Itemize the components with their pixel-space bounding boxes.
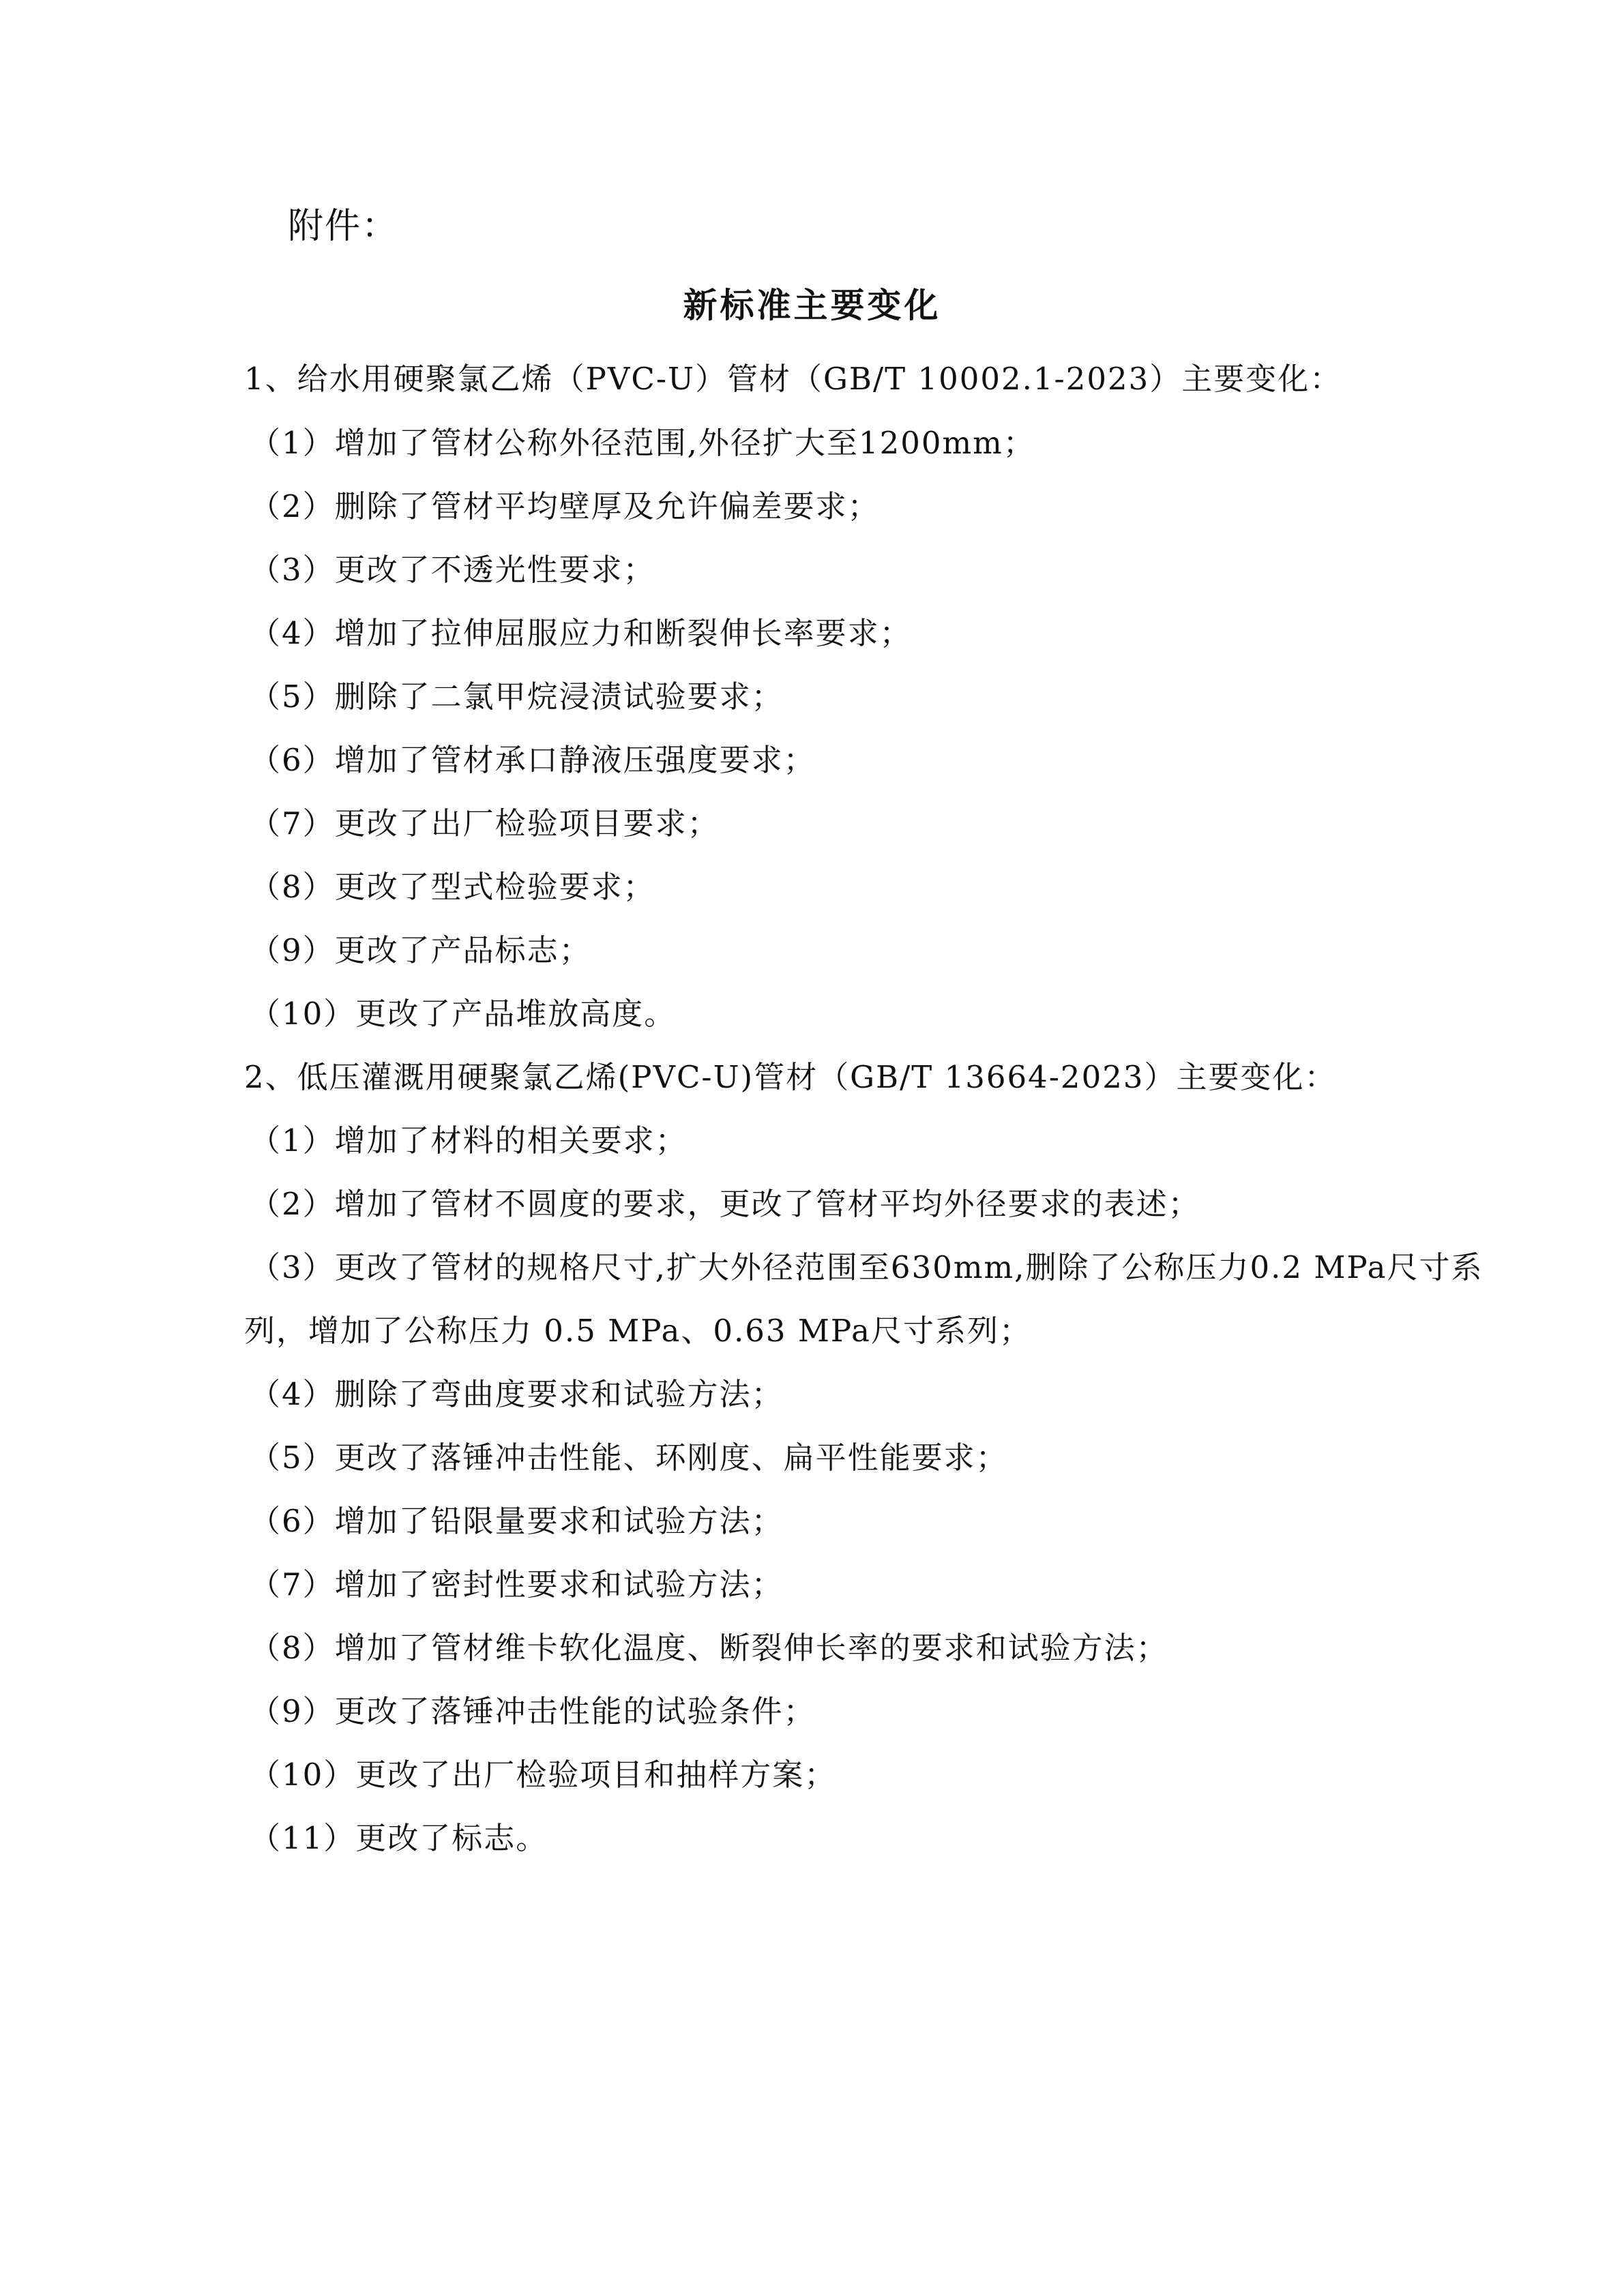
list-item: （7）更改了出厂检验项目要求；	[250, 805, 720, 841]
section-2-heading: 2、低压灌溉用硬聚氯乙烯(PVC-U)管材（GB/T 13664-2023）主要变化：	[244, 1059, 1337, 1095]
list-item: （6）增加了铅限量要求和试验方法；	[250, 1503, 784, 1539]
attachment-label: 附件：	[288, 206, 399, 247]
list-item: （1）增加了管材公称外径范围,外径扩大至1200mm；	[250, 425, 1035, 461]
list-item: （4）删除了弯曲度要求和试验方法；	[250, 1376, 784, 1412]
list-item: （3）更改了不透光性要求；	[250, 552, 655, 588]
list-item: （2）增加了管材不圆度的要求，更改了管材平均外径要求的表述；	[250, 1186, 1200, 1222]
list-item: （7）增加了密封性要求和试验方法；	[250, 1566, 784, 1602]
section-1-heading: 1、给水用硬聚氯乙烯（PVC-U）管材（GB/T 10002.1-2023）主要变化：	[244, 361, 1342, 397]
list-item: （6）增加了管材承口静液压强度要求；	[250, 742, 816, 778]
list-item: （9）更改了产品标志；	[250, 932, 591, 968]
list-item: （10）更改了出厂检验项目和抽样方案；	[250, 1757, 837, 1793]
list-item: （4）增加了拉伸屈服应力和断裂伸长率要求；	[250, 615, 912, 651]
list-item: （8）增加了管材维卡软化温度、断裂伸长率的要求和试验方法；	[250, 1630, 1168, 1666]
list-item: （5）更改了落锤冲击性能、环刚度、扁平性能要求；	[250, 1440, 1008, 1476]
list-item: （8）更改了型式检验要求；	[250, 869, 655, 905]
list-item: （11）更改了标志。	[250, 1820, 548, 1856]
list-item: （10）更改了产品堆放高度。	[250, 996, 677, 1032]
page-title: 新标准主要变化	[683, 285, 941, 325]
list-item-continuation: 列，增加了公称压力 0.5 MPa、0.63 MPa尺寸系列；	[244, 1313, 1031, 1349]
list-item: （2）删除了管材平均壁厚及允许偏差要求；	[250, 488, 880, 524]
list-item: （1）增加了材料的相关要求；	[250, 1122, 688, 1159]
list-item: （3）更改了管材的规格尺寸,扩大外径范围至630mm,删除了公称压力0.2 MPa尺寸系	[250, 1249, 1483, 1285]
list-item: （9）更改了落锤冲击性能的试验条件；	[250, 1693, 816, 1729]
list-item: （5）删除了二氯甲烷浸渍试验要求；	[250, 679, 784, 715]
